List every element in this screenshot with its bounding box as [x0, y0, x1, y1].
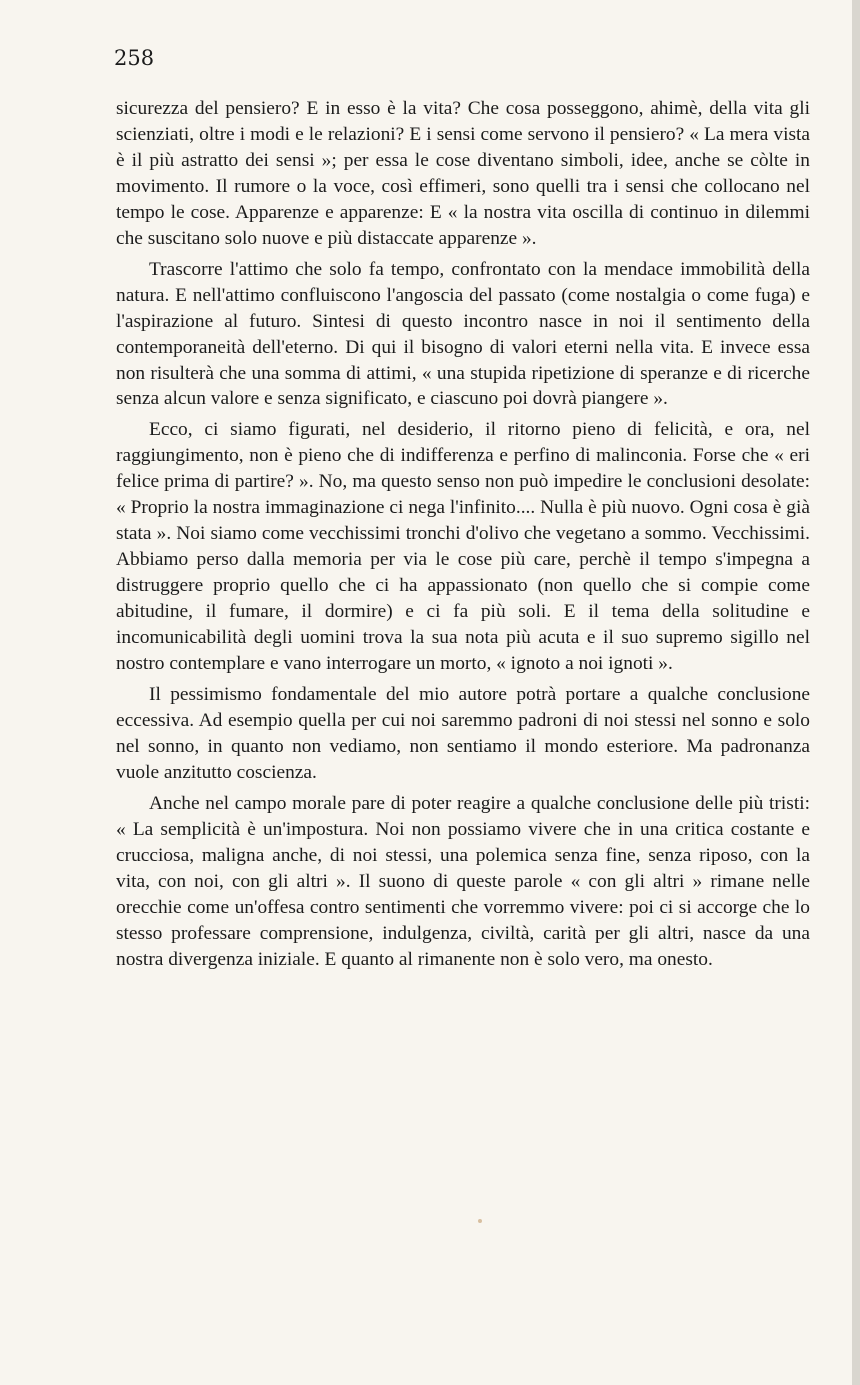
page-edge-shadow: [852, 0, 860, 1385]
paper-speck: [478, 1219, 482, 1223]
paragraph-4: Il pessimismo fondamentale del mio autore potrà portare a qualche conclusione eccessiva. Ad esempio quella per cui noi saremmo padroni di noi stessi nel sonno e solo nel sonno, in quanto non vediamo, non sentiamo il mondo esteriore. Ma padronanza vuole anzitutto coscienza.: [116, 683, 810, 783]
body-text: [116, 96, 810, 972]
paragraph-1: sicurezza del pensiero? E in esso è la vita? Che cosa posseggono, ahimè, della vita gli scienziati, oltre i modi e le relazioni? E i sensi come servono il pensiero? « La mera vista è il più astratto dei sensi »; per essa le cose diventano simboli, idee, anche se còlte in movimento. Il rumore o la voce, così effimeri, sono quelli tra i sensi che collocano nel tempo le cose. Apparenze e apparenze: E « la nostra vita oscilla di continuo in dilemmi che suscitano solo nuove e più distaccate apparenze ».: [116, 98, 810, 249]
paragraph-5: Anche nel campo morale pare di poter reagire a qualche conclusione delle più tristi: « La semplicità è un'impostura. Noi non possiamo vivere che in una critica costante e crucciosa, maligna anche, di noi stessi, una polemica senza fine, senza riposo, con la vita, con noi, con gli altri ». Il suono di queste parole « con gli altri » rimane nelle orecchie come un'offesa contro sentimenti che vorremmo vivere: poi ci si accorge che lo stesso professare comprensione, indulgenza, civiltà, carità per gli altri, nasce da una nostra divergenza iniziale. E quanto al rimanente non è solo vero, ma onesto.: [116, 792, 810, 970]
paragraph-2: Trascorre l'attimo che solo fa tempo, confrontato con la mendace immobilità della natura. E nell'attimo confluiscono l'angoscia del passato (come nostalgia o come fuga) e l'aspirazione al futuro. Sintesi di questo incontro nasce in noi il sentimento della contemporaneità dell'eterno. Di qui il bisogno di valori eterni nella vita. E invece essa non risulterà che una somma di attimi, « una stupida ripetizione di speranze e di ricerche senza alcun valore e senza significato, e ciascuno poi dovrà piangere ».: [116, 258, 810, 410]
paragraph-3: Ecco, ci siamo figurati, nel desiderio, il ritorno pieno di felicità, e ora, nel raggiungimento, non è pieno che di indifferenza e perfino di malinconia. Forse che « eri felice prima di partire? ». No, ma questo senso non può impedire le conclusioni desolate: « Proprio la nostra immaginazione ci nega l'infinito.... Nulla è più nuovo. Ogni cosa è già stata ». Noi siamo come vecchissimi tronchi d'olivo che vegetano a sommo. Vecchissimi. Abbiamo perso dalla memoria per via le cose più care, perchè il tempo s'impegna a distruggere proprio quello che ci ha appassionato (non quello che si compie come abitudine, il fumare, il dormire) e ci fa più soli. E il tema della solitudine e incomunicabilità degli uomini trova la sua nota più acuta e il suo supremo sigillo nel nostro contemplare e vano interrogare un morto, « ignoto a noi ignoti ».: [116, 419, 810, 675]
page-number: 258: [114, 46, 155, 70]
